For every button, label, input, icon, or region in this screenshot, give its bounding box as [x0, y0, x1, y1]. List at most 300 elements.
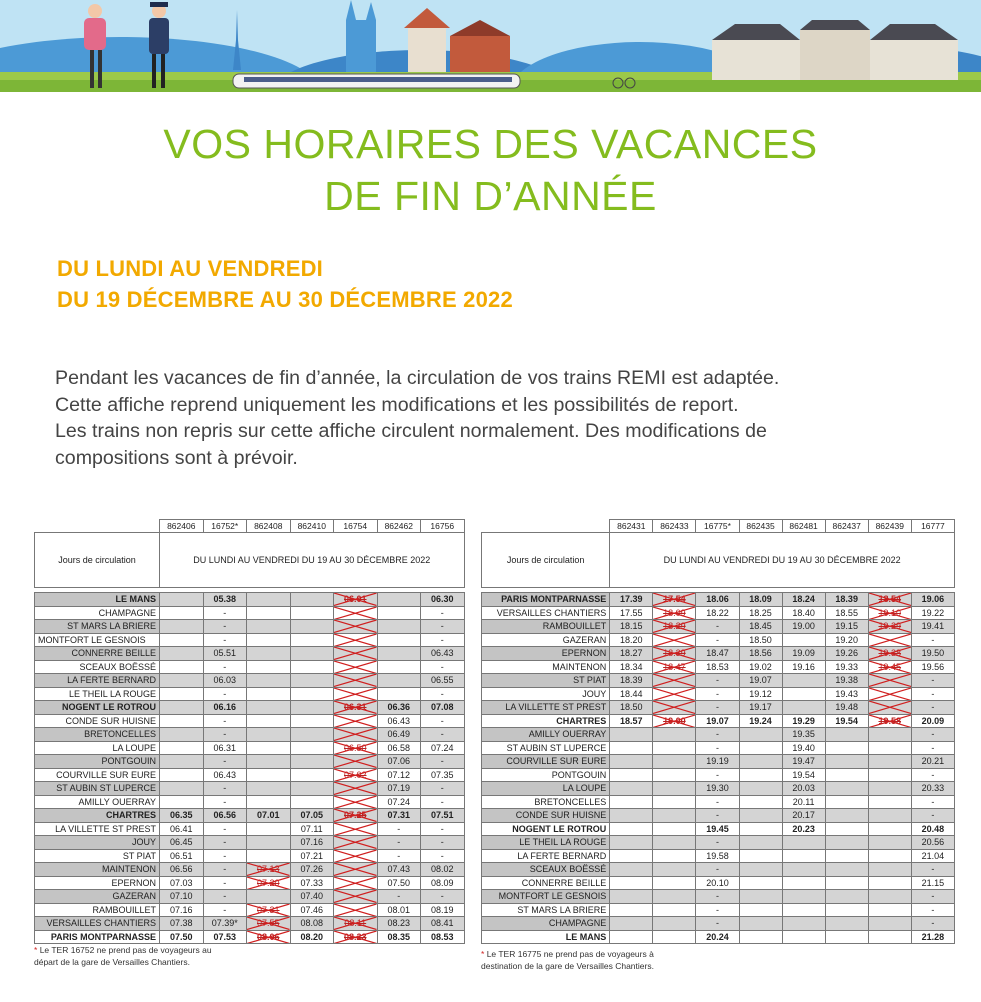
departure-time — [653, 687, 696, 701]
departure-time: 07.16 — [290, 836, 334, 850]
departure-time: 07.21 — [290, 849, 334, 863]
footnote-line: Le TER 16752 ne prend pas de voyageurs au — [39, 945, 212, 955]
station-name: MONTFORT LE GESNOIS — [482, 890, 610, 904]
station-name: MONTFORT LE GESNOIS — [35, 633, 160, 647]
departure-time: 08.01 — [377, 903, 421, 917]
departure-time: 07.35 — [421, 768, 465, 782]
departure-time — [739, 836, 782, 850]
station-name: SCEAUX BOËSSÉ — [35, 660, 160, 674]
departure-time: - — [696, 674, 739, 688]
departure-time: - — [203, 876, 247, 890]
departure-time — [290, 606, 334, 620]
departure-time: - — [203, 714, 247, 728]
departure-time — [868, 876, 911, 890]
page-title-line-2: DE FIN D’ANNÉE — [324, 173, 657, 219]
departure-time: - — [911, 741, 954, 755]
departure-time: - — [696, 903, 739, 917]
timetable-row — [35, 903, 465, 917]
timetable-row — [482, 890, 955, 904]
departure-time: 07.26 — [290, 863, 334, 877]
departure-time: 19.24 — [739, 714, 782, 728]
timetable-row — [482, 714, 955, 728]
station-name: LE THEIL LA ROUGE — [482, 836, 610, 850]
departure-time: - — [696, 863, 739, 877]
station-name: LA VILLETTE ST PREST — [35, 822, 160, 836]
timetable-row — [482, 606, 955, 620]
departure-time: 07.16 — [160, 903, 204, 917]
departure-time: 18.50 — [739, 633, 782, 647]
departure-time: - — [911, 687, 954, 701]
departure-time: - — [696, 890, 739, 904]
footnote-left — [34, 944, 212, 968]
train-number: 862406 — [160, 520, 204, 533]
station-name: CHARTRES — [482, 714, 610, 728]
station-name: LA LOUPE — [482, 782, 610, 796]
departure-time — [825, 741, 868, 755]
departure-time: 19.12 — [739, 687, 782, 701]
train-number: 862431 — [610, 520, 653, 533]
departure-time: 05.51 — [203, 647, 247, 661]
departure-time — [247, 593, 291, 607]
departure-time — [247, 660, 291, 674]
train-number: 862437 — [825, 520, 868, 533]
departure-time: 18.39 — [610, 674, 653, 688]
cancelled-cross-icon — [653, 620, 695, 633]
timetable-row — [482, 633, 955, 647]
departure-time — [739, 903, 782, 917]
station-name: VERSAILLES CHANTIERS — [482, 606, 610, 620]
timetable-row — [482, 647, 955, 661]
departure-time: 19.56 — [911, 660, 954, 674]
departure-time: 17.55 — [610, 606, 653, 620]
departure-time: 06.43 — [421, 647, 465, 661]
departure-time — [334, 647, 378, 661]
departure-time — [739, 782, 782, 796]
departure-time: - — [377, 890, 421, 904]
station-name: COURVILLE SUR EURE — [35, 768, 160, 782]
departure-time: 18.20 — [610, 633, 653, 647]
departure-time: 07.31 — [377, 809, 421, 823]
train-number: 862435 — [739, 520, 782, 533]
departure-time — [290, 728, 334, 742]
departure-time — [739, 822, 782, 836]
departure-time: 06.56 — [203, 809, 247, 823]
departure-time: 18.56 — [739, 647, 782, 661]
departure-time — [334, 714, 378, 728]
departure-time: 08.11 — [334, 917, 378, 931]
departure-time: - — [911, 890, 954, 904]
station-name: AMILLY OUERRAY — [482, 728, 610, 742]
timetable-row — [482, 701, 955, 715]
departure-time: 07.55 — [247, 917, 291, 931]
departure-time: 19.29 — [868, 620, 911, 634]
station-name: CONNERRE BEILLE — [35, 647, 160, 661]
departure-time: 18.55 — [825, 606, 868, 620]
departure-time — [610, 849, 653, 863]
departure-time: 19.07 — [696, 714, 739, 728]
departure-time: 06.41 — [160, 822, 204, 836]
departure-time — [334, 674, 378, 688]
cancelled-cross-icon — [653, 715, 695, 728]
departure-time: - — [911, 674, 954, 688]
cancelled-cross-icon — [334, 890, 377, 903]
departure-time: - — [421, 795, 465, 809]
departure-time: 18.39 — [825, 593, 868, 607]
cancelled-cross-icon — [334, 661, 377, 674]
departure-time — [739, 741, 782, 755]
station-name: LA FERTE BERNARD — [35, 674, 160, 688]
departure-time — [868, 917, 911, 931]
departure-time: 07.51 — [421, 809, 465, 823]
timetable-row — [35, 701, 465, 715]
departure-time: - — [421, 782, 465, 796]
station-name: CONDE SUR HUISNE — [35, 714, 160, 728]
departure-time — [334, 660, 378, 674]
departure-time — [868, 755, 911, 769]
departure-time — [653, 917, 696, 931]
departure-time — [825, 822, 868, 836]
departure-time: 07.10 — [160, 890, 204, 904]
departure-time — [290, 768, 334, 782]
cancelled-cross-icon — [334, 755, 377, 768]
station-name: LA LOUPE — [35, 741, 160, 755]
departure-time: 19.10 — [868, 606, 911, 620]
departure-time — [247, 633, 291, 647]
departure-time: 19.26 — [825, 647, 868, 661]
departure-time — [160, 782, 204, 796]
departure-time: 06.56 — [160, 863, 204, 877]
departure-time: 07.39* — [203, 917, 247, 931]
departure-time: 19.00 — [653, 714, 696, 728]
departure-time: 19.29 — [782, 714, 825, 728]
departure-time — [160, 606, 204, 620]
departure-time: 19.50 — [911, 647, 954, 661]
cancelled-cross-icon — [334, 620, 377, 633]
departure-time — [160, 633, 204, 647]
departure-time — [247, 647, 291, 661]
departure-time: 07.05 — [290, 809, 334, 823]
departure-time: 20.10 — [696, 876, 739, 890]
departure-time — [868, 687, 911, 701]
departure-time: 18.40 — [782, 606, 825, 620]
departure-time: 06.45 — [160, 836, 204, 850]
station-name: COURVILLE SUR EURE — [482, 755, 610, 769]
cancelled-cross-icon — [334, 728, 377, 741]
departure-time — [290, 633, 334, 647]
departure-time: 18.47 — [696, 647, 739, 661]
departure-time: - — [421, 660, 465, 674]
departure-time: - — [696, 795, 739, 809]
departure-time — [825, 876, 868, 890]
departure-time: 19.40 — [782, 741, 825, 755]
departure-time: 06.51 — [160, 849, 204, 863]
subtitle-line-1: DU LUNDI AU VENDREDI — [57, 256, 323, 281]
departure-time — [653, 876, 696, 890]
departure-time — [247, 849, 291, 863]
departure-time: - — [203, 620, 247, 634]
departure-time: 07.01 — [247, 809, 291, 823]
timetable-row — [35, 741, 465, 755]
cancelled-cross-icon — [334, 809, 377, 822]
timetable-row — [35, 930, 465, 944]
departure-time: - — [203, 890, 247, 904]
departure-time — [160, 701, 204, 715]
departure-time: - — [911, 728, 954, 742]
station-name: MAINTENON — [482, 660, 610, 674]
departure-time: 19.09 — [782, 647, 825, 661]
departure-time — [290, 701, 334, 715]
departure-time: 07.25 — [334, 809, 378, 823]
departure-time: 18.09 — [739, 593, 782, 607]
departure-time — [653, 930, 696, 944]
departure-time: 08.53 — [421, 930, 465, 944]
departure-time: - — [696, 687, 739, 701]
departure-time — [247, 890, 291, 904]
cancelled-cross-icon — [334, 836, 377, 849]
station-name: CONNERRE BEILLE — [482, 876, 610, 890]
station-name: EPERNON — [482, 647, 610, 661]
departure-time — [653, 755, 696, 769]
station-name: ST PIAT — [35, 849, 160, 863]
departure-time — [160, 620, 204, 634]
departure-time — [782, 903, 825, 917]
departure-time — [610, 782, 653, 796]
station-name: ST MARS LA BRIERE — [482, 903, 610, 917]
timetable-row — [482, 836, 955, 850]
cancelled-cross-icon — [334, 769, 377, 782]
departure-time: 18.34 — [610, 660, 653, 674]
departure-time: 21.28 — [911, 930, 954, 944]
departure-time: 19.38 — [825, 674, 868, 688]
cancelled-cross-icon — [653, 634, 695, 647]
station-name: CHAMPAGNE — [35, 606, 160, 620]
departure-time — [653, 768, 696, 782]
station-name: CHAMPAGNE — [482, 917, 610, 931]
train-number: 16756 — [421, 520, 465, 533]
departure-time: 06.58 — [377, 741, 421, 755]
departure-time — [334, 620, 378, 634]
departure-time — [610, 728, 653, 742]
departure-time: 20.03 — [782, 782, 825, 796]
departure-time — [868, 633, 911, 647]
departure-time: - — [203, 849, 247, 863]
departure-time — [334, 728, 378, 742]
station-name: NOGENT LE ROTROU — [35, 701, 160, 715]
train-number: 862481 — [782, 520, 825, 533]
departure-time: 06.30 — [421, 593, 465, 607]
departure-time — [290, 755, 334, 769]
departure-time — [247, 741, 291, 755]
cancelled-cross-icon — [334, 823, 377, 836]
cancelled-cross-icon — [653, 647, 695, 660]
cancelled-cross-icon — [334, 931, 377, 944]
station-name: ST PIAT — [482, 674, 610, 688]
station-name: CHARTRES — [35, 809, 160, 823]
station-name: LA VILLETTE ST PREST — [482, 701, 610, 715]
departure-time — [334, 836, 378, 850]
departure-time — [290, 593, 334, 607]
departure-time: 17.39 — [610, 593, 653, 607]
departure-time — [825, 836, 868, 850]
timetable-row — [35, 917, 465, 931]
departure-time: 07.43 — [377, 863, 421, 877]
train-number: 862462 — [377, 520, 421, 533]
timetable-row — [482, 863, 955, 877]
cancelled-cross-icon — [869, 715, 911, 728]
departure-time — [868, 809, 911, 823]
timetable-row — [35, 674, 465, 688]
timetable-paris-to-le-mans — [481, 519, 955, 944]
departure-time — [610, 795, 653, 809]
departure-time — [377, 633, 421, 647]
departure-time — [782, 687, 825, 701]
departure-time — [825, 903, 868, 917]
departure-time — [739, 755, 782, 769]
cancelled-cross-icon — [334, 607, 377, 620]
departure-time: - — [911, 633, 954, 647]
departure-time — [247, 755, 291, 769]
station-name: EPERNON — [35, 876, 160, 890]
intro-line: Les trains non repris sur cette affiche circulent normalement. Des modifications de — [55, 420, 767, 442]
departure-time: 19.58 — [696, 849, 739, 863]
departure-time — [739, 863, 782, 877]
cancelled-cross-icon — [334, 742, 377, 755]
timetable-row — [35, 876, 465, 890]
departure-time: 07.31 — [247, 903, 291, 917]
departure-time — [160, 755, 204, 769]
departure-time: 19.54 — [782, 768, 825, 782]
cancelled-cross-icon — [334, 917, 377, 930]
departure-time — [653, 863, 696, 877]
departure-time: 19.20 — [825, 633, 868, 647]
departure-time: 06.01 — [334, 593, 378, 607]
departure-time — [160, 714, 204, 728]
timetable-row — [482, 660, 955, 674]
departure-time: - — [696, 836, 739, 850]
departure-time: - — [911, 768, 954, 782]
station-name: MAINTENON — [35, 863, 160, 877]
timetable-row — [35, 890, 465, 904]
departure-time: 19.19 — [696, 755, 739, 769]
departure-time: 21.15 — [911, 876, 954, 890]
departure-time — [160, 647, 204, 661]
cancelled-cross-icon — [653, 661, 695, 674]
departure-time: 08.23 — [377, 917, 421, 931]
departure-time — [377, 606, 421, 620]
departure-time: - — [696, 633, 739, 647]
departure-time: - — [696, 620, 739, 634]
days-label: Jours de circulation — [35, 533, 160, 588]
departure-time: - — [911, 917, 954, 931]
departure-time — [825, 863, 868, 877]
timetable-row — [35, 755, 465, 769]
departure-time — [782, 849, 825, 863]
timetable-row — [35, 633, 465, 647]
departure-time — [160, 687, 204, 701]
departure-time: 06.50 — [334, 741, 378, 755]
departure-time: 20.56 — [911, 836, 954, 850]
cancelled-cross-icon — [869, 674, 911, 687]
cancelled-cross-icon — [869, 647, 911, 660]
departure-time — [825, 728, 868, 742]
departure-time: - — [203, 836, 247, 850]
station-name: ST AUBIN ST LUPERCE — [482, 741, 610, 755]
cancelled-cross-icon — [334, 863, 377, 876]
departure-time: - — [696, 701, 739, 715]
intro-line: Cette affiche reprend uniquement les modifications et les possibilités de report. — [55, 393, 739, 416]
departure-time: 18.09 — [653, 606, 696, 620]
departure-time: 18.45 — [739, 620, 782, 634]
departure-time: 18.15 — [610, 620, 653, 634]
departure-time: 19.43 — [825, 687, 868, 701]
cancelled-cross-icon — [334, 782, 377, 795]
timetable-le-mans-to-paris — [34, 519, 465, 944]
station-name: AMILLY OUERRAY — [35, 795, 160, 809]
departure-time: 07.53 — [203, 930, 247, 944]
departure-time — [825, 768, 868, 782]
departure-time — [377, 593, 421, 607]
departure-time — [868, 674, 911, 688]
departure-time — [377, 660, 421, 674]
departure-time — [247, 836, 291, 850]
cancelled-cross-icon — [869, 620, 911, 633]
departure-time: - — [203, 903, 247, 917]
station-name: GAZERAN — [482, 633, 610, 647]
timetable-row — [35, 849, 465, 863]
timetable-row — [35, 795, 465, 809]
departure-time: - — [696, 917, 739, 931]
departure-time — [782, 930, 825, 944]
departure-time: 19.58 — [868, 714, 911, 728]
landscape-illustration — [0, 0, 981, 92]
station-name: JOUY — [482, 687, 610, 701]
intro-line: Pendant les vacances de fin d’année, la circulation de vos trains REMI est adaptée. — [55, 367, 780, 389]
timetable-row — [482, 782, 955, 796]
departure-time: 19.15 — [825, 620, 868, 634]
departure-time: 06.16 — [203, 701, 247, 715]
departure-time: 06.31 — [203, 741, 247, 755]
departure-time — [247, 701, 291, 715]
departure-time: 06.55 — [421, 674, 465, 688]
days-label: Jours de circulation — [482, 533, 610, 588]
departure-time: 19.41 — [911, 620, 954, 634]
departure-time: 06.36 — [377, 701, 421, 715]
timetable-row — [482, 593, 955, 607]
departure-time: - — [421, 890, 465, 904]
departure-time — [290, 647, 334, 661]
departure-time — [782, 917, 825, 931]
departure-time: 07.13 — [247, 863, 291, 877]
departure-time — [160, 660, 204, 674]
departure-time — [334, 795, 378, 809]
departure-time: 08.02 — [421, 863, 465, 877]
departure-time — [739, 930, 782, 944]
departure-time — [782, 890, 825, 904]
cancelled-cross-icon — [334, 634, 377, 647]
departure-time — [334, 863, 378, 877]
timetable-row — [482, 728, 955, 742]
departure-time — [653, 701, 696, 715]
timetable-row — [35, 836, 465, 850]
timetable-row — [482, 917, 955, 931]
departure-time: - — [203, 660, 247, 674]
departure-time: 06.31 — [334, 701, 378, 715]
timetable-row — [482, 674, 955, 688]
departure-time — [610, 876, 653, 890]
departure-time: - — [203, 687, 247, 701]
timetable-row — [482, 849, 955, 863]
departure-time — [247, 674, 291, 688]
